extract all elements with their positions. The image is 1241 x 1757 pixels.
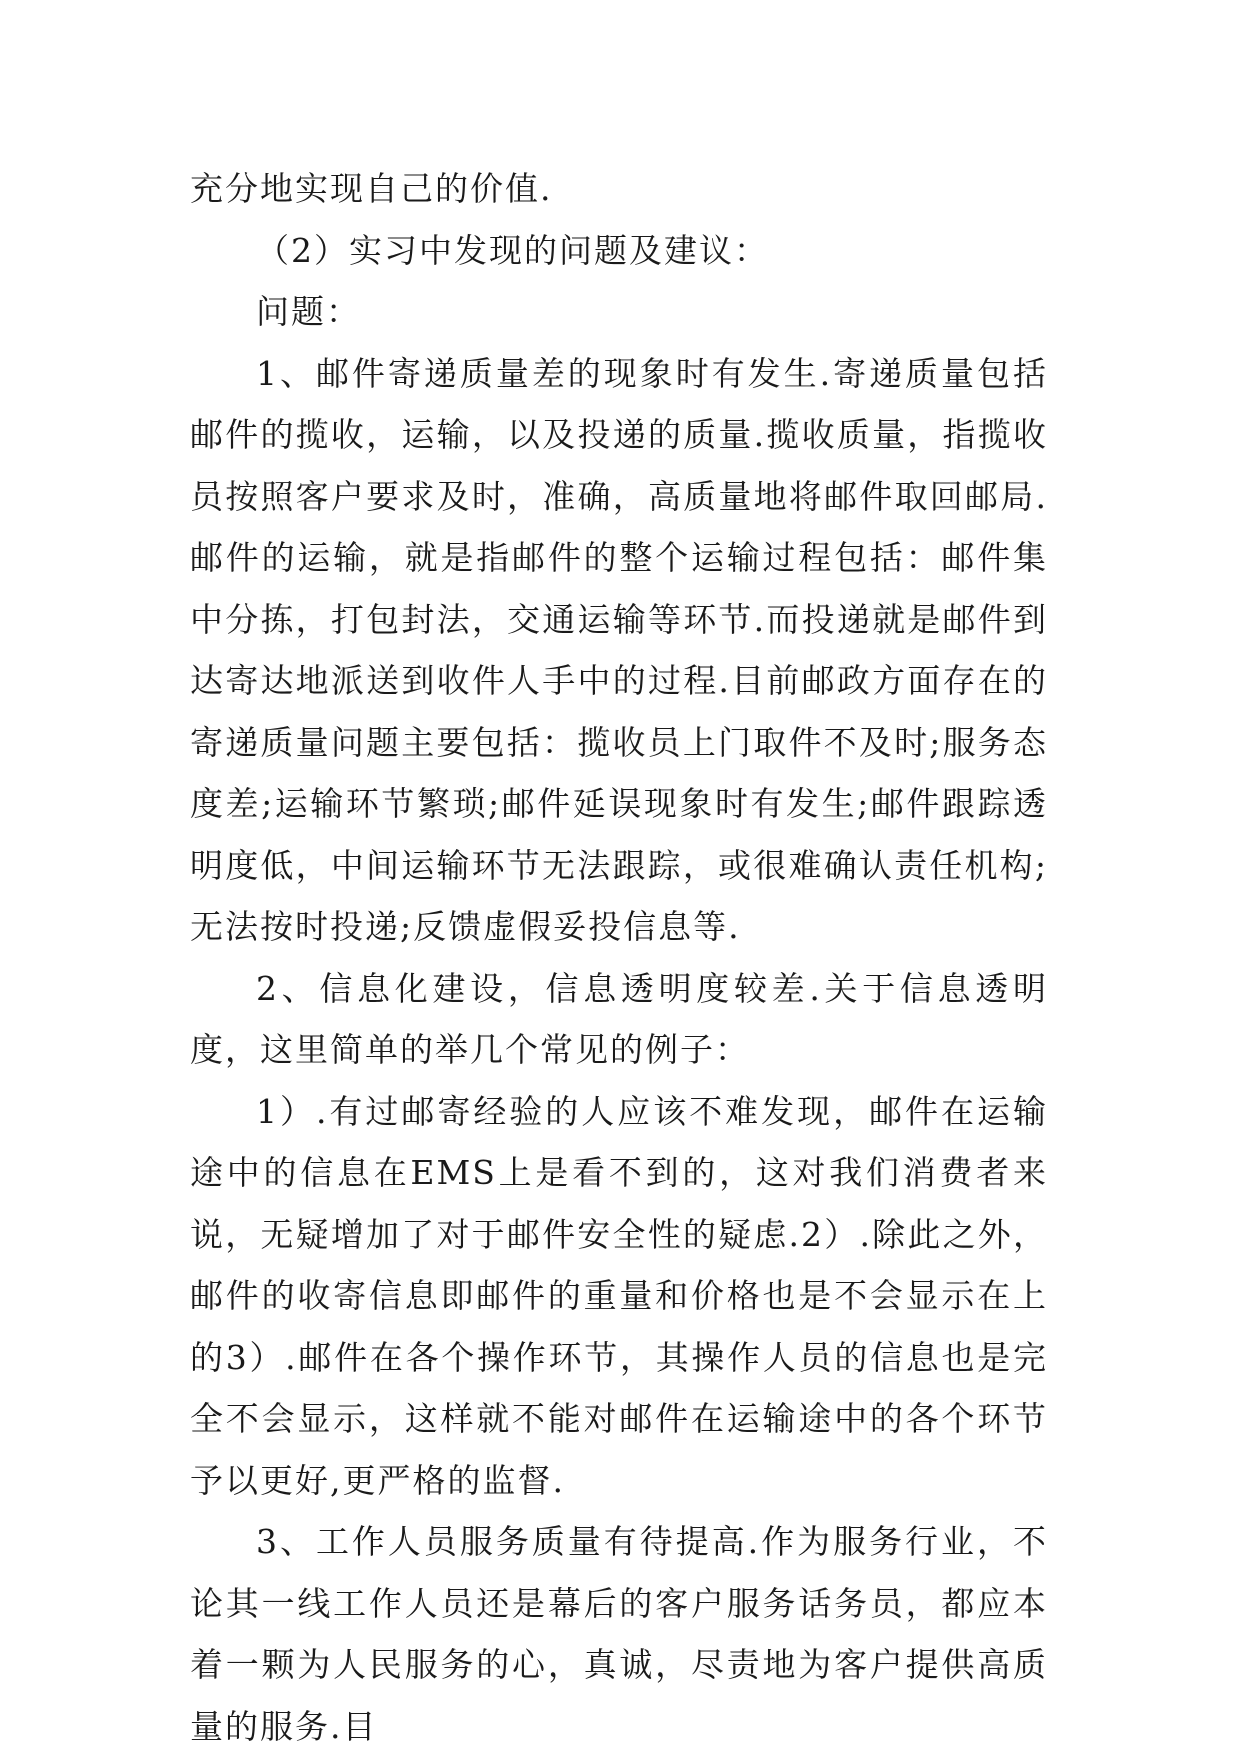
body-text	[190, 158, 1048, 1757]
paragraph-problems-label: 问题：	[256, 292, 361, 331]
paragraph-problem-2: 2、信息化建设，信息透明度较差.关于信息透明度，这里简单的举几个常见的例子：	[190, 968, 1048, 1069]
paragraph-continuation: 充分地实现自己的价值.	[190, 169, 553, 208]
paragraph-examples: 1）.有过邮寄经验的人应该不难发现，邮件在运输途中的信息在EMS上是看不到的，这对我们消费者来说，无疑增加了对于邮件安全性的疑虑.2）.除此之外，邮件的收寄信息即邮件的重量和价格也是不会显示在上的3）.邮件在各个操作环节，其操作人员的信息也是完全不会显示，这样就不能对邮件在运输途中的各个环节予以更好,更严格的监督.	[190, 1091, 1048, 1500]
paragraph-problem-1: 1、邮件寄递质量差的现象时有发生.寄递质量包括邮件的揽收，运输，以及投递的质量.揽收质量，指揽收员按照客户要求及时，准确，高质量地将邮件取回邮局.邮件的运输，就是指邮件的整个运输过程包括：邮件集中分拣，打包封法，交通运输等环节.而投递就是邮件到达寄达地派送到收件人手中的过程.目前邮政方面存在的寄递质量问题主要包括：揽收员上门取件不及时;服务态度差;运输环节繁琐;邮件延误现象时有发生;邮件跟踪透明度低，中间运输环节无法跟踪，或很难确认责任机构;无法按时投递;反馈虚假妥投信息等.	[190, 353, 1048, 946]
paragraph-problem-3: 3、工作人员服务质量有待提高.作为服务行业，不论其一线工作人员还是幕后的客户服务话务员，都应本着一颗为人民服务的心，真诚，尽责地为客户提供高质量的服务.目	[190, 1522, 1048, 1746]
paragraph-section-heading: （2）实习中发现的问题及建议：	[256, 230, 769, 270]
